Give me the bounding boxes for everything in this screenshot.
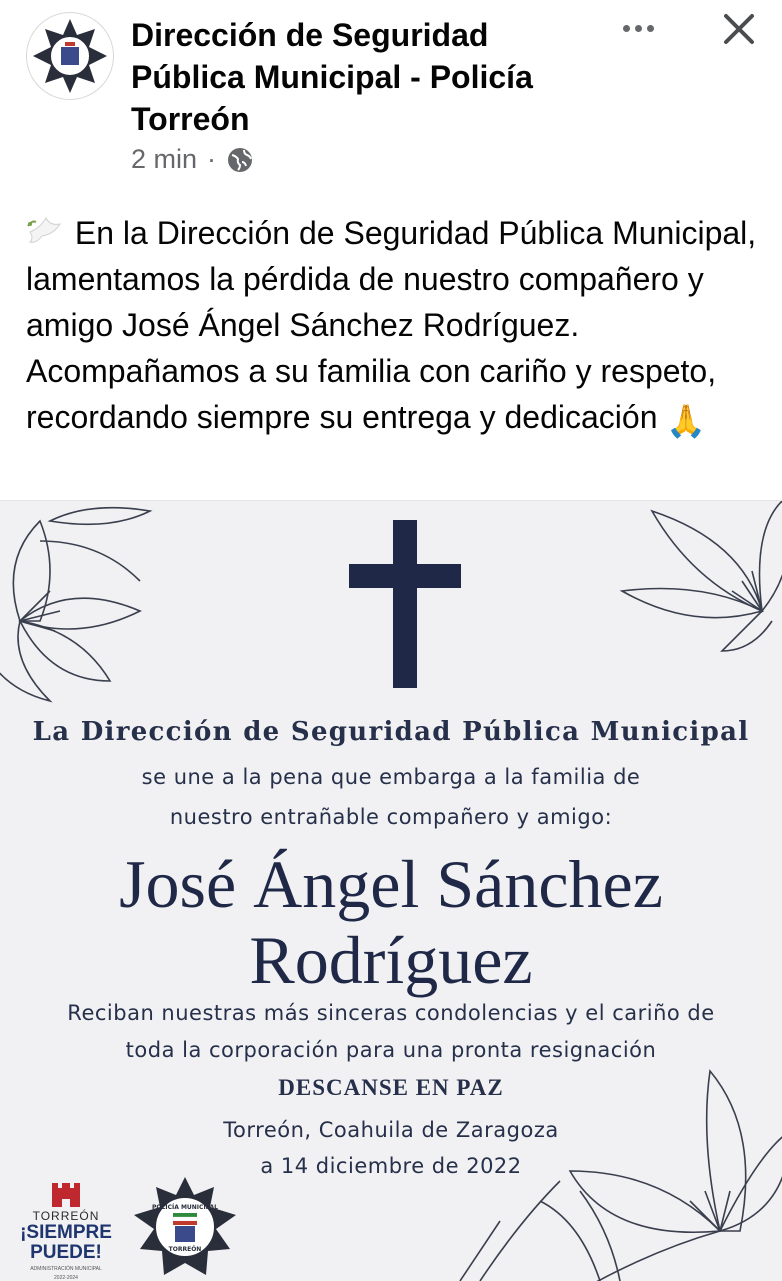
card-rip: DESCANSE EN PAZ: [278, 1075, 504, 1100]
dot: [647, 25, 654, 32]
page-avatar[interactable]: [26, 12, 114, 100]
close-icon[interactable]: [718, 8, 760, 50]
logo-city: TORREÓN: [32, 1209, 100, 1223]
police-star-icon: [27, 13, 113, 99]
logo-admin: ADMINISTRACIÓN MUNICIPAL: [30, 1266, 102, 1272]
meta-separator: ·: [207, 144, 217, 174]
lily-flower-icon: [0, 501, 170, 711]
dot: [623, 25, 630, 32]
badge-bottom-text: TORREÓN: [168, 1246, 202, 1253]
more-options-button[interactable]: [614, 16, 662, 40]
page-name-link[interactable]: Dirección de Seguridad Pública Municipal - Policía Torreón: [131, 17, 533, 137]
card-date: a 14 diciembre de 2022: [260, 1154, 522, 1178]
post-header: [0, 0, 782, 200]
cross-icon: [349, 520, 461, 688]
globe-icon: [226, 146, 254, 174]
post-time[interactable]: 2 min: [131, 144, 198, 174]
praying-hands-icon: 🙏: [666, 403, 707, 439]
post-text: [26, 210, 766, 444]
logo-slogan-2: PUEDE!: [30, 1242, 102, 1263]
torreon-logo: [10, 1175, 122, 1281]
card-line-2: nuestro entrañable compañero y amigo:: [169, 805, 613, 829]
post-body: En la Dirección de Seguridad Pública Municipal, lamentamos la pérdida de nuestro compañero y amigo José Ángel Sánchez Rodríguez. Acompañamos a su familia con cariño y respeto, recordando siempre su entrega y dedicación: [26, 215, 757, 435]
card-name-line-1: José Ángel Sánchez: [119, 846, 663, 922]
card-line-1: se une a la pena que embarga a la familia de: [141, 765, 641, 789]
logo-years: 2022-2024: [54, 1275, 78, 1281]
badge-top-text: POLICÍA MUNICIPAL: [152, 1204, 218, 1211]
card-place: Torreón, Coahuila de Zaragoza: [223, 1118, 559, 1142]
card-name-line-2: Rodríguez: [249, 922, 533, 998]
dove-icon: [26, 212, 66, 248]
dot: [635, 25, 642, 32]
card-condolence-1: Reciban nuestras más sinceras condolencias y el cariño de: [67, 1001, 715, 1025]
castle-icon: [50, 1177, 82, 1209]
lily-flower-icon: [612, 501, 782, 671]
logo-slogan-1: ¡SIEMPRE: [20, 1222, 112, 1243]
card-org-title: La Dirección de Seguridad Pública Municipal: [32, 717, 750, 747]
card-condolence-2: toda la corporación para una pronta resignación: [125, 1038, 657, 1062]
condolence-image[interactable]: [0, 500, 782, 1281]
police-badge-icon: [130, 1175, 240, 1281]
post-meta: [131, 144, 254, 175]
